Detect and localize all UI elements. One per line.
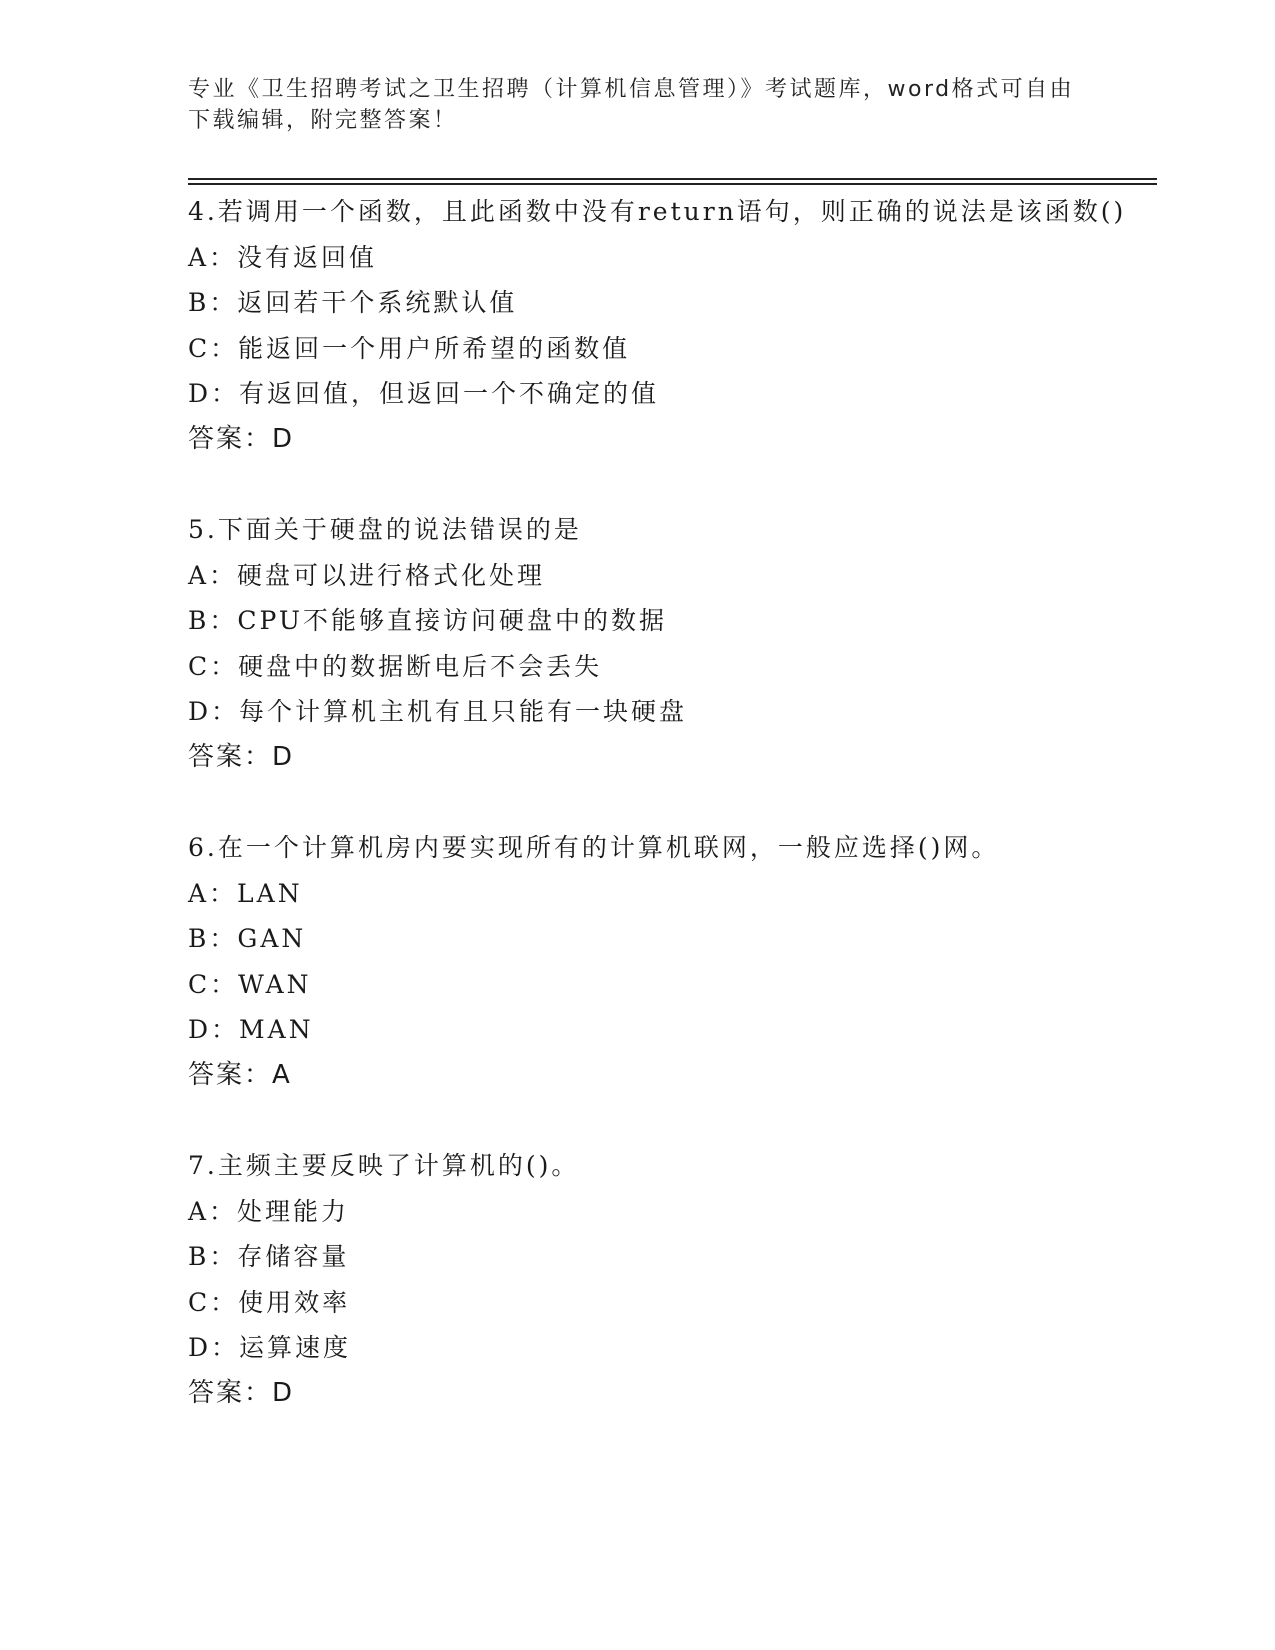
question-7 (188, 1143, 1148, 1416)
question-list (188, 189, 1148, 1461)
option-d: D：MAN (188, 1015, 314, 1044)
answer-line: 答案：A (188, 1059, 292, 1090)
option-d: D：运算速度 (188, 1333, 352, 1362)
option-c: C：能返回一个用户所希望的函数值 (188, 333, 631, 363)
option-a: A：没有返回值 (188, 242, 378, 272)
option-d: D：每个计算机主机有且只能有一块硬盘 (188, 697, 688, 726)
option-c: C：WAN (188, 969, 312, 999)
option-c: C：使用效率 (188, 1287, 351, 1317)
question-5 (188, 507, 1148, 780)
document-header: 专业《卫生招聘考试之卫生招聘（计算机信息管理）》考试题库，word格式可自由下载编辑，附完整答案！ (188, 77, 1075, 133)
option-b: B：返回若干个系统默认值 (188, 288, 518, 317)
option-a: A：处理能力 (188, 1196, 350, 1226)
option-b: B：GAN (188, 924, 307, 953)
question-text: 4.若调用一个函数，且此函数中没有return语句，则正确的说法是该函数() (188, 197, 1127, 226)
option-b: B：存储容量 (188, 1242, 350, 1271)
question-6 (188, 825, 1148, 1098)
header-divider-top (188, 178, 1157, 180)
answer-line: 答案：D (188, 423, 295, 454)
header-divider-bottom (188, 183, 1157, 185)
option-a: A：LAN (188, 878, 303, 908)
answer-line: 答案：D (188, 1377, 295, 1408)
question-text: 5.下面关于硬盘的说法错误的是 (188, 515, 582, 544)
question-text: 7.主频主要反映了计算机的()。 (188, 1151, 580, 1180)
option-a: A：硬盘可以进行格式化处理 (188, 560, 546, 590)
option-c: C：硬盘中的数据断电后不会丢失 (188, 651, 603, 681)
question-4 (188, 189, 1148, 462)
question-text: 6.在一个计算机房内要实现所有的计算机联网，一般应选择()网。 (188, 833, 1000, 862)
option-b: B：CPU不能够直接访问硬盘中的数据 (188, 606, 667, 635)
answer-line: 答案：D (188, 741, 295, 772)
option-d: D：有返回值，但返回一个不确定的值 (188, 379, 660, 408)
